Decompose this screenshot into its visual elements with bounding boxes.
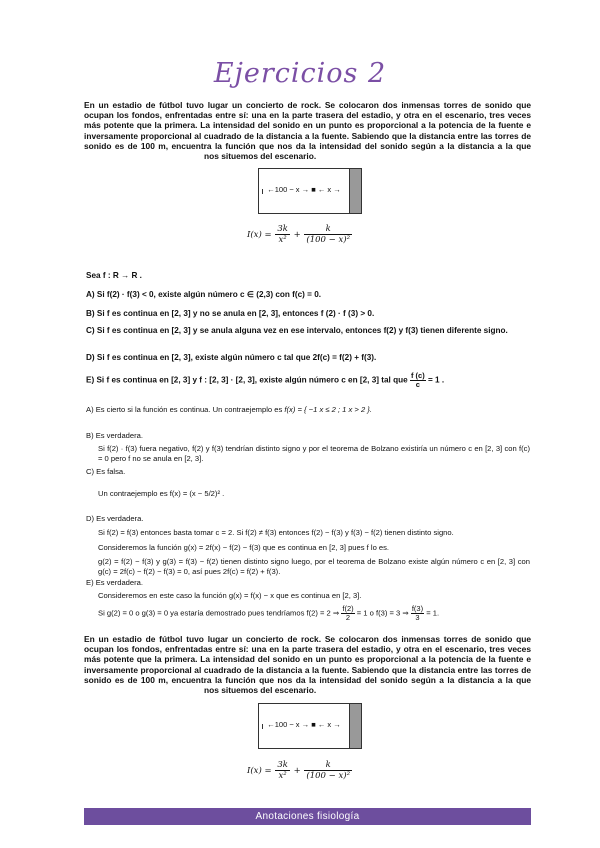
diagram-distance-label: ←100 − x → ■ ← x →: [267, 185, 341, 194]
answer-e-body-2: Si g(2) = 0 o g(3) = 0 ya estaría demostrado pues tendríamos f(2) = 2 ⇒ $\frac{f(2)}{2}$ = 1 o f(3) = 3 ⇒ $\frac{f(3)}{3}$ = 1.: [98, 604, 440, 622]
problem-statement-repeat: En un estadio de fútbol tuvo lugar un concierto de rock. Se colocaron dos inmensas torres de sonido que ocupan los fondos, enfrentadas entre sí: una en la parte trasera del estadio, y otra en el escenario, tres veces más potente que la primera. La intensidad del sonido en un punto es proporcional a la potencia de la fuente e inversamente proporcional al cuadrado de la distancia a la fuente. Sabiendo que la distancia entre las torres de sonido es de 100 m, encuentra la función que nos da la intensidad del sonido según a la distancia a la quenos situemos del escenario.: [84, 634, 531, 696]
option-c: C) Si f es continua en [2, 3] y se anula alguna vez en ese intervalo, entonces f(2) y f(3) tienen diferente signo.: [86, 326, 508, 335]
intensity-formula-repeat: I(x) = $\frac{3k}{\text{x²}}$ + $\frac{k}{\text{(100 − x)²}}$: [247, 760, 350, 781]
answer-b-body: Si f(2) · f(3) fuera negativo, f(2) y f(3) tendrían distinto signo y por el teorema de Bolzano existiría un número c en [2, 3] con f(c) = 0 pero f no se anula en [2, 3].: [98, 444, 530, 463]
answer-d-body-2: Consideremos la función g(x) = 2f(x) − f(2) − f(3) que es continua en [2, 3] pues f lo es.: [98, 543, 390, 552]
answer-e-head: E) Es verdadera.: [86, 578, 143, 587]
answer-d-head: D) Es verdadera.: [86, 514, 144, 523]
answer-d-body-1: Si f(2) = f(3) entonces basta tomar c = 2. Si f(2) ≠ f(3) entonces f(2) − f(3) y f(3) − f(2) tienen distinto signo.: [98, 528, 454, 537]
answer-a: A) Es cierto si la función es continua. Un contraejemplo es f(x) = { −1 x ≤ 2 ; 1 x > 2 }.: [86, 405, 372, 414]
option-b: B) Si f es continua en [2, 3] y no se anula en [2, 3], entonces f (2) · f (3) > 0.: [86, 309, 375, 318]
sound-towers-diagram: [258, 168, 362, 214]
answer-d-body-3: g(2) = f(2) − f(3) y g(3) = f(3) − f(2) tienen distinto signo luego, por el teorema de Bolzano existe algún número c en [2, 3] con g(c) = 2f(c) − f(2) − f(3) = 0, así pues 2f(c) = f(2) + f(3).: [98, 557, 530, 576]
option-e: E) Si f es continua en [2, 3] y f : [2, 3] · [2, 3], existe algún número c en [2, 3] tal que $\frac{f (c)}{c}$ = 1 .: [86, 371, 445, 389]
option-d: D) Si f es continua en [2, 3], existe algún número c tal que 2f(c) = f(2) + f(3).: [86, 353, 377, 362]
stage-tower: [349, 169, 361, 213]
answer-b-head: B) Es verdadera.: [86, 431, 143, 440]
footer-banner: Anotaciones fisiología: [84, 808, 531, 825]
intensity-formula: I(x) = $\frac{3k}{\text{x²}}$ + $\frac{k}{\text{(100 − x)²}}$: [247, 224, 350, 245]
problem-text-2: nos situemos del escenario.: [204, 151, 317, 162]
page-title: Ejercicios 2: [213, 58, 387, 89]
sea-statement: Sea f : R → R .: [86, 271, 142, 280]
answer-c-body: Un contraejemplo es f(x) = (x − 5/2)² .: [98, 489, 225, 498]
option-a: A) Si f(2) · f(3) < 0, existe algún número c ∈ (2,3) con f(c) = 0.: [86, 290, 322, 299]
sound-towers-diagram-repeat: ←100 − x → ■ ← x →: [258, 703, 362, 749]
problem-statement: [84, 100, 531, 161]
problem-text-1: En un estadio de fútbol tuvo lugar un concierto de rock. Se colocaron dos inmensas torres de sonido que ocupan los fondos, enfrentadas entre sí: una en la parte trasera del estadio, y otra en el escenario, tres veces más potente que la primera. La intensidad del sonido en un punto es proporcional a la potencia de la fuente e inversamente proporcional al cuadrado de la distancia a la fuente. Sabiendo que la distancia entre las torres de sonido es de 100 m, encuentra la función que nos da la intensidad del sonido según a la distancia a la que: [84, 100, 531, 151]
answer-e-body-1: Consideremos en este caso la función g(x) = f(x) − x que es continua en [2, 3].: [98, 591, 362, 600]
answer-c-head: C) Es falsa.: [86, 467, 126, 476]
